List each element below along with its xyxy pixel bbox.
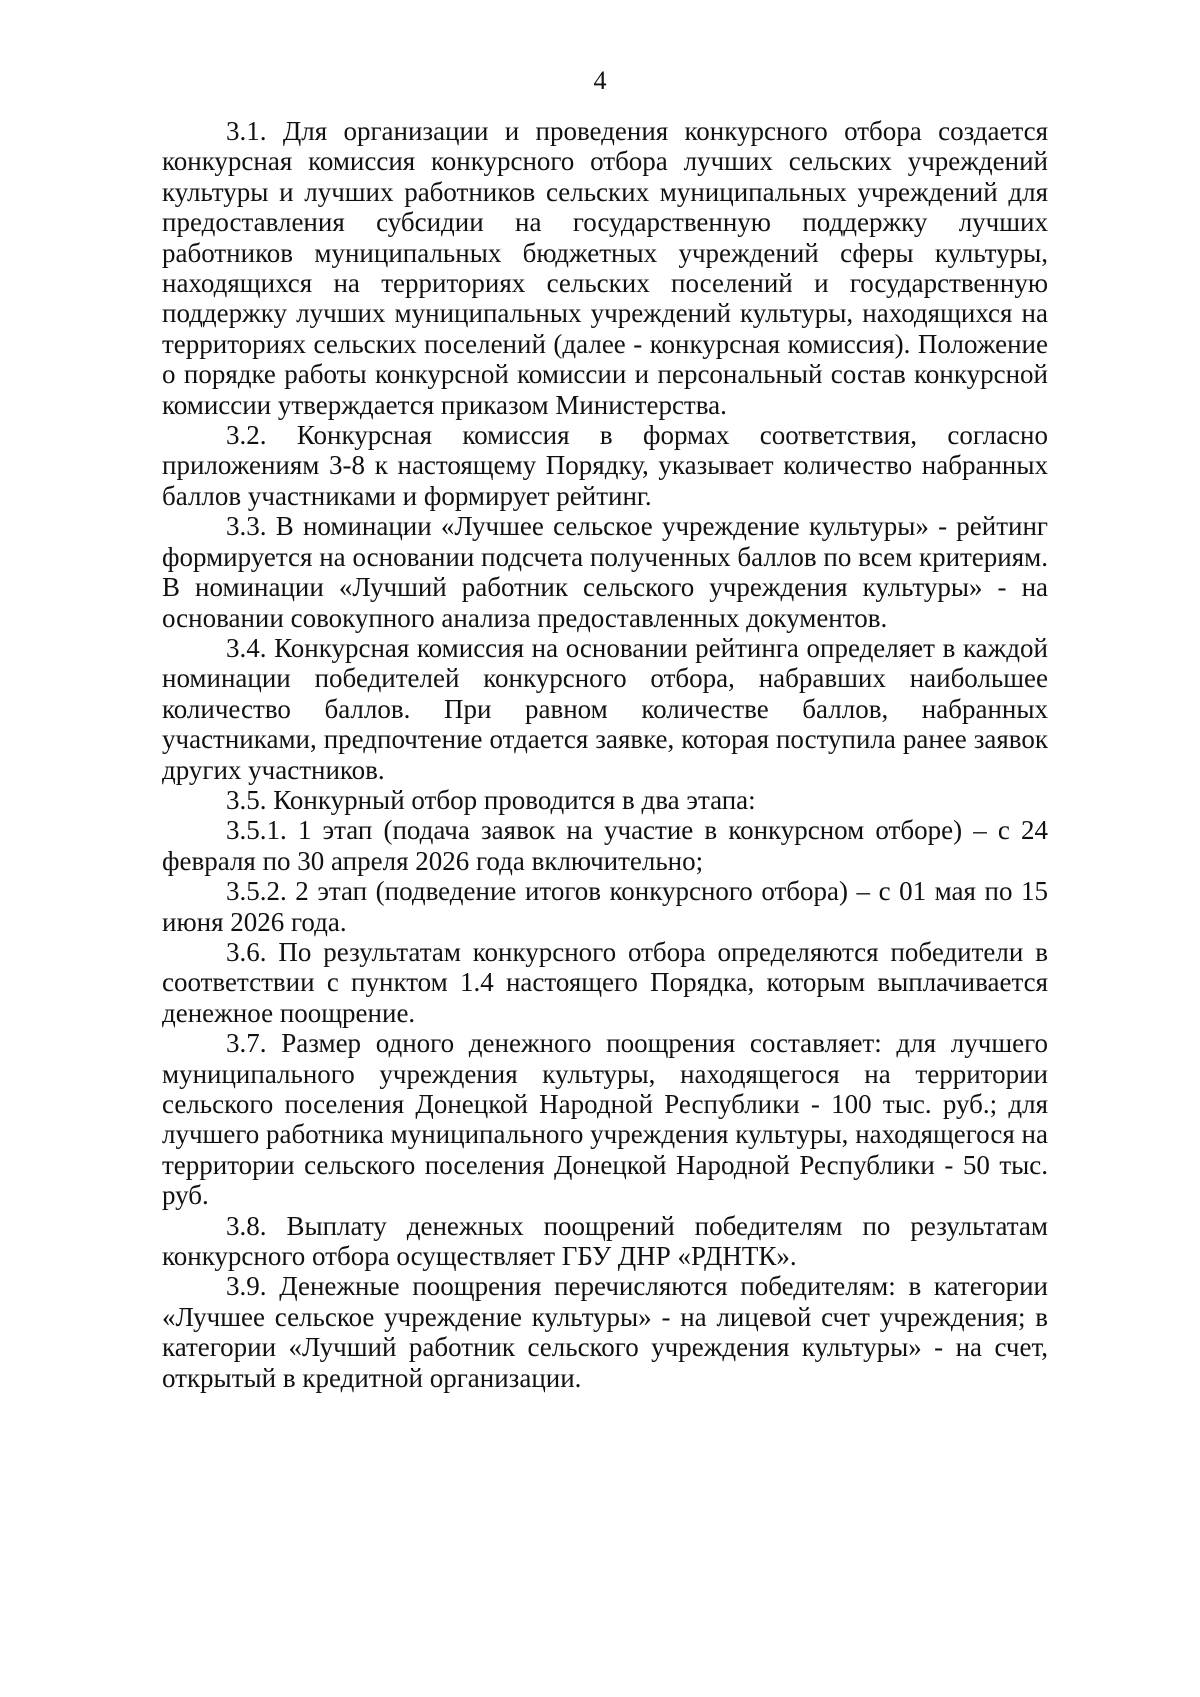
paragraph-3-2: 3.2. Конкурсная комиссия в формах соответствия, согласно приложениям 3-8 к настоящему Порядку, указывает количество набранных баллов участниками и формирует рейтинг.: [162, 420, 1048, 511]
paragraph-3-7: 3.7. Размер одного денежного поощрения составляет: для лучшего муниципального учреждения культуры, находящегося на территории сельского поселения Донецкой Народной Республики - 100 тыс. руб.; для лучшего работника муниципального учреждения культуры, находящегося на территории сельского поселения Донецкой Народной Республики - 50 тыс. руб.: [162, 1028, 1048, 1211]
page-number: 4: [593, 66, 607, 95]
paragraph-3-3: 3.3. В номинации «Лучшее сельское учреждение культуры» - рейтинг формируется на основании подсчета полученных баллов по всем критериям. В номинации «Лучший работник сельского учреждения культуры» - на основании совокупного анализа предоставленных документов.: [162, 511, 1048, 633]
paragraph-3-5-1: 3.5.1. 1 этап (подача заявок на участие в конкурсном отборе) – с 24 февраля по 30 апреля 2026 года включительно;: [162, 815, 1048, 876]
paragraph-3-6: 3.6. По результатам конкурсного отбора определяются победители в соответствии с пунктом 1.4 настоящего Порядка, которым выплачивается денежное поощрение.: [162, 936, 1048, 1028]
paragraph-3-1: 3.1. Для организации и проведения конкурсного отбора создается конкурсная комиссия конкурсного отбора лучших сельских учреждений культуры и лучших работников сельских муниципальных учреждений для предоставления субсидии на государственную поддержку лучших работников муниципальных бюджетных учреждений сферы культуры, находящихся на территориях сельских поселений и государственную поддержку лучших муниципальных учреждений культуры, находящихся на территориях сельских поселений (далее - конкурсная комиссия). Положение о порядке работы конкурсной комиссии и персональный состав конкурсной комиссии утверждается приказом Министерства.: [162, 116, 1048, 420]
paragraph-3-4: 3.4. Конкурсная комиссия на основании рейтинга определяет в каждой номинации победителей конкурсного отбора, набравших наибольшее количество баллов. При равном количестве баллов, набранных участниками, предпочтение отдается заявке, которая поступила ранее заявок других участников.: [162, 632, 1048, 785]
paragraph-3-5: 3.5. Конкурный отбор проводится в два этапа:: [226, 784, 756, 815]
paragraph-3-5-2: 3.5.2. 2 этап (подведение итогов конкурсного отбора) – с 01 мая по 15 июня 2026 года.: [162, 876, 1048, 937]
paragraph-3-9: 3.9. Денежные поощрения перечисляются победителям: в категории «Лучшее сельское учреждение культуры» - на лицевой счет учреждения; в категории «Лучший работник сельского учреждения культуры» - на счет, открытый в кредитной организации.: [162, 1271, 1048, 1393]
paragraph-3-8: 3.8. Выплату денежных поощрений победителям по результатам конкурсного отбора осуществляет ГБУ ДНР «РДНТК».: [162, 1210, 1048, 1272]
document-body: [162, 116, 1048, 1393]
